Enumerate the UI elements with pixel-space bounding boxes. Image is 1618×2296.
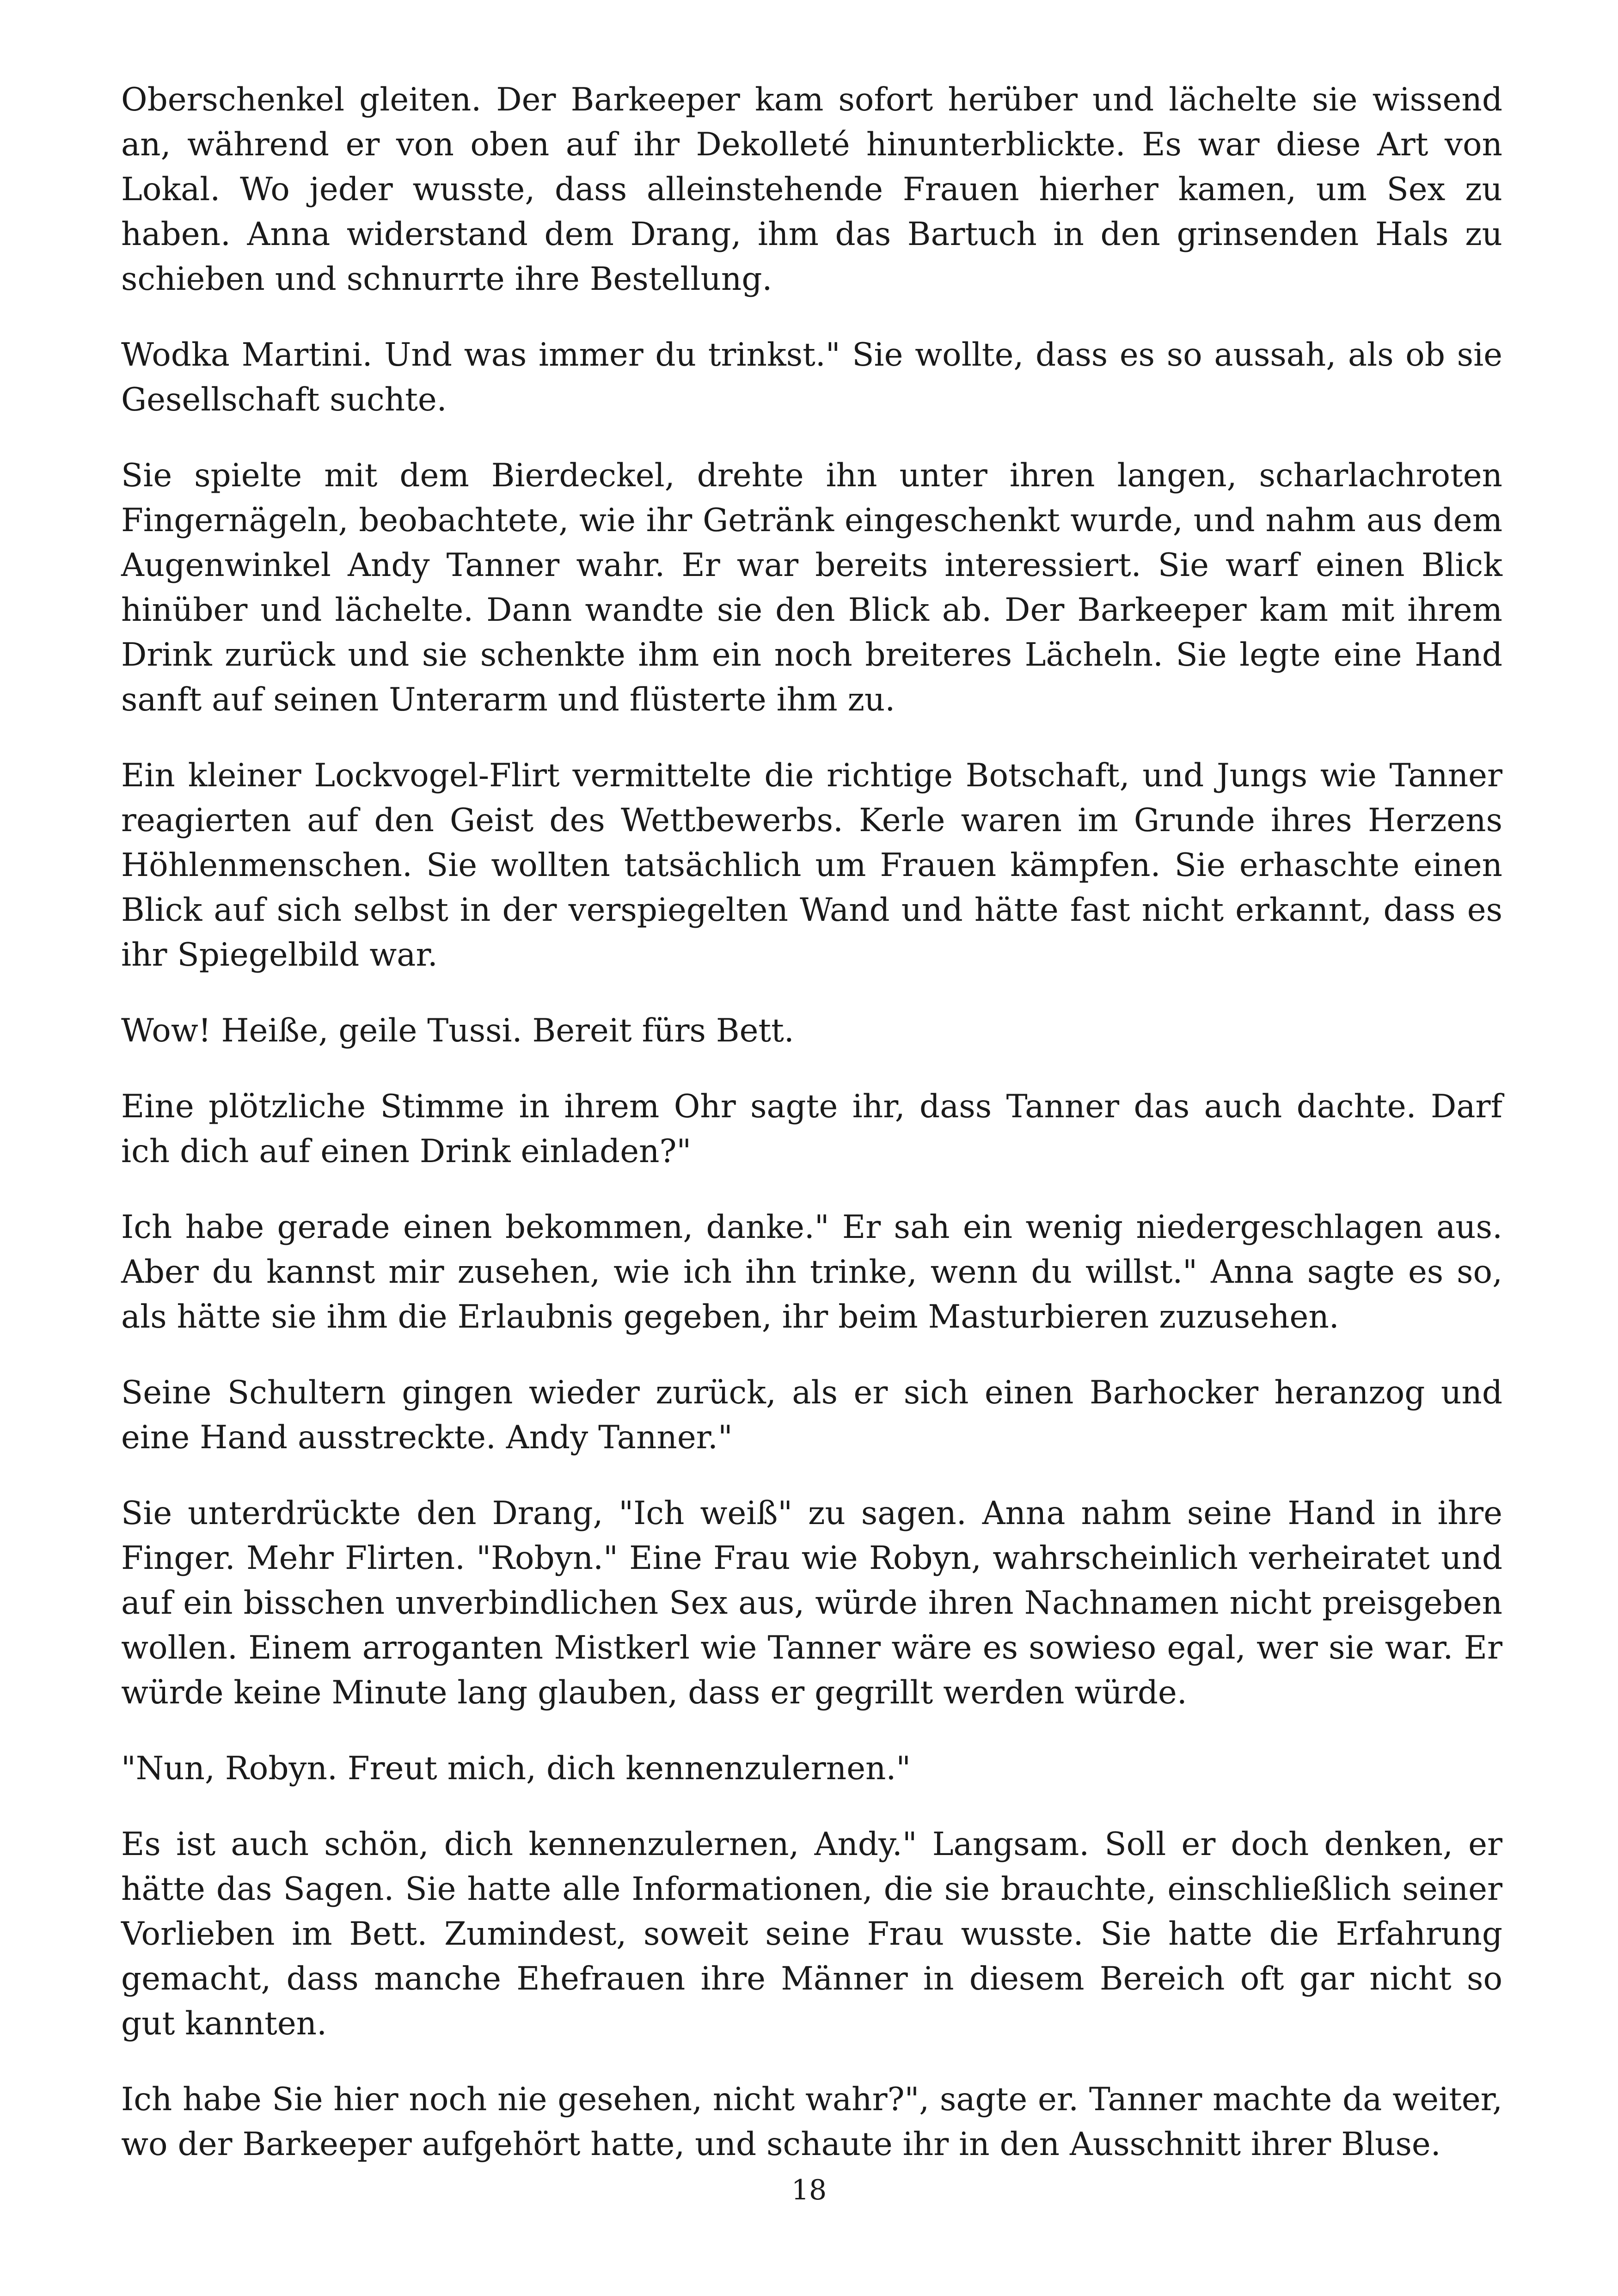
paragraph: Sie unterdrückte den Drang, "Ich weiß" zu sagen. Anna nahm seine Hand in ihre Finger. Mehr Flirten. "Robyn." Eine Frau wie Robyn, wahrscheinlich verheiratet und auf ein bisschen unverbindlichen Sex aus, würde ihren Nachnamen nicht preisgeben wollen. Einem arroganten Mistkerl wie Tanner wäre es sowieso egal, wer sie war. Er würde keine Minute lang glauben, dass er gegrillt werden würde. [121, 1495, 1502, 1711]
paragraph: Wodka Martini. Und was immer du trinkst." Sie wollte, dass es so aussah, als ob sie Gesellschaft suchte. [121, 337, 1502, 418]
paragraph: Oberschenkel gleiten. Der Barkeeper kam sofort herüber und lächelte sie wissend an, während er von oben auf ihr Dekolleté hinunterblickte. Es war diese Art von Lokal. Wo jeder wusste, dass alleinstehende Frauen hierher kamen, um Sex zu haben. Anna widerstand dem Drang, ihm das Bartuch in den grinsenden Hals zu schieben und schnurrte ihre Bestellung. [121, 81, 1502, 298]
page-body [121, 78, 1502, 2167]
page-number: 18 [791, 2174, 827, 2206]
paragraph: "Nun, Robyn. Freut mich, dich kennenzulernen." [121, 1750, 911, 1787]
paragraph: Ein kleiner Lockvogel-Flirt vermittelte die richtige Botschaft, und Jungs wie Tanner reagierten auf den Geist des Wettbewerbs. Kerle waren im Grunde ihres Herzens Höhlenmenschen. Sie wollten tatsächlich um Frauen kämpfen. Sie erhaschte einen Blick auf sich selbst in der verspiegelten Wand und hätte fast nicht erkannt, dass es ihr Spiegelbild war. [121, 757, 1502, 974]
paragraph: Es ist auch schön, dich kennenzulernen, Andy." Langsam. Soll er doch denken, er hätte das Sagen. Sie hatte alle Informationen, die sie brauchte, einschließlich seiner Vorlieben im Bett. Zumindest, soweit seine Frau wusste. Sie hatte die Erfahrung gemacht, dass manche Ehefrauen ihre Männer in diesem Bereich oft gar nicht so gut kannten. [121, 1826, 1502, 2042]
paragraph: Ich habe Sie hier noch nie gesehen, nicht wahr?", sagte er. Tanner machte da weiter, wo der Barkeeper aufgehört hatte, und schaute ihr in den Ausschnitt ihrer Bluse. [121, 2081, 1502, 2163]
paragraph: Ich habe gerade einen bekommen, danke." Er sah ein wenig niedergeschlagen aus. Aber du kannst mir zusehen, wie ich ihn trinke, wenn du willst." Anna sagte es so, als hätte sie ihm die Erlaubnis gegeben, ihr beim Masturbieren zuzusehen. [121, 1209, 1502, 1335]
paragraph: Wow! Heiße, geile Tussi. Bereit fürs Bett. [121, 1012, 794, 1049]
paragraph: Sie spielte mit dem Bierdeckel, drehte ihn unter ihren langen, scharlachroten Fingernägeln, beobachtete, wie ihr Getränk eingeschenkt wurde, und nahm aus dem Augenwinkel Andy Tanner wahr. Er war bereits interessiert. Sie warf einen Blick hinüber und lächelte. Dann wandte sie den Blick ab. Der Barkeeper kam mit ihrem Drink zurück und sie schenkte ihm ein noch breiteres Lächeln. Sie legte eine Hand sanft auf seinen Unterarm und flüsterte ihm zu. [121, 457, 1502, 718]
paragraph: Eine plötzliche Stimme in ihrem Ohr sagte ihr, dass Tanner das auch dachte. Darf ich dich auf einen Drink einladen?" [121, 1088, 1502, 1170]
paragraph: Seine Schultern gingen wieder zurück, als er sich einen Barhocker heranzog und eine Hand ausstreckte. Andy Tanner." [121, 1374, 1502, 1456]
